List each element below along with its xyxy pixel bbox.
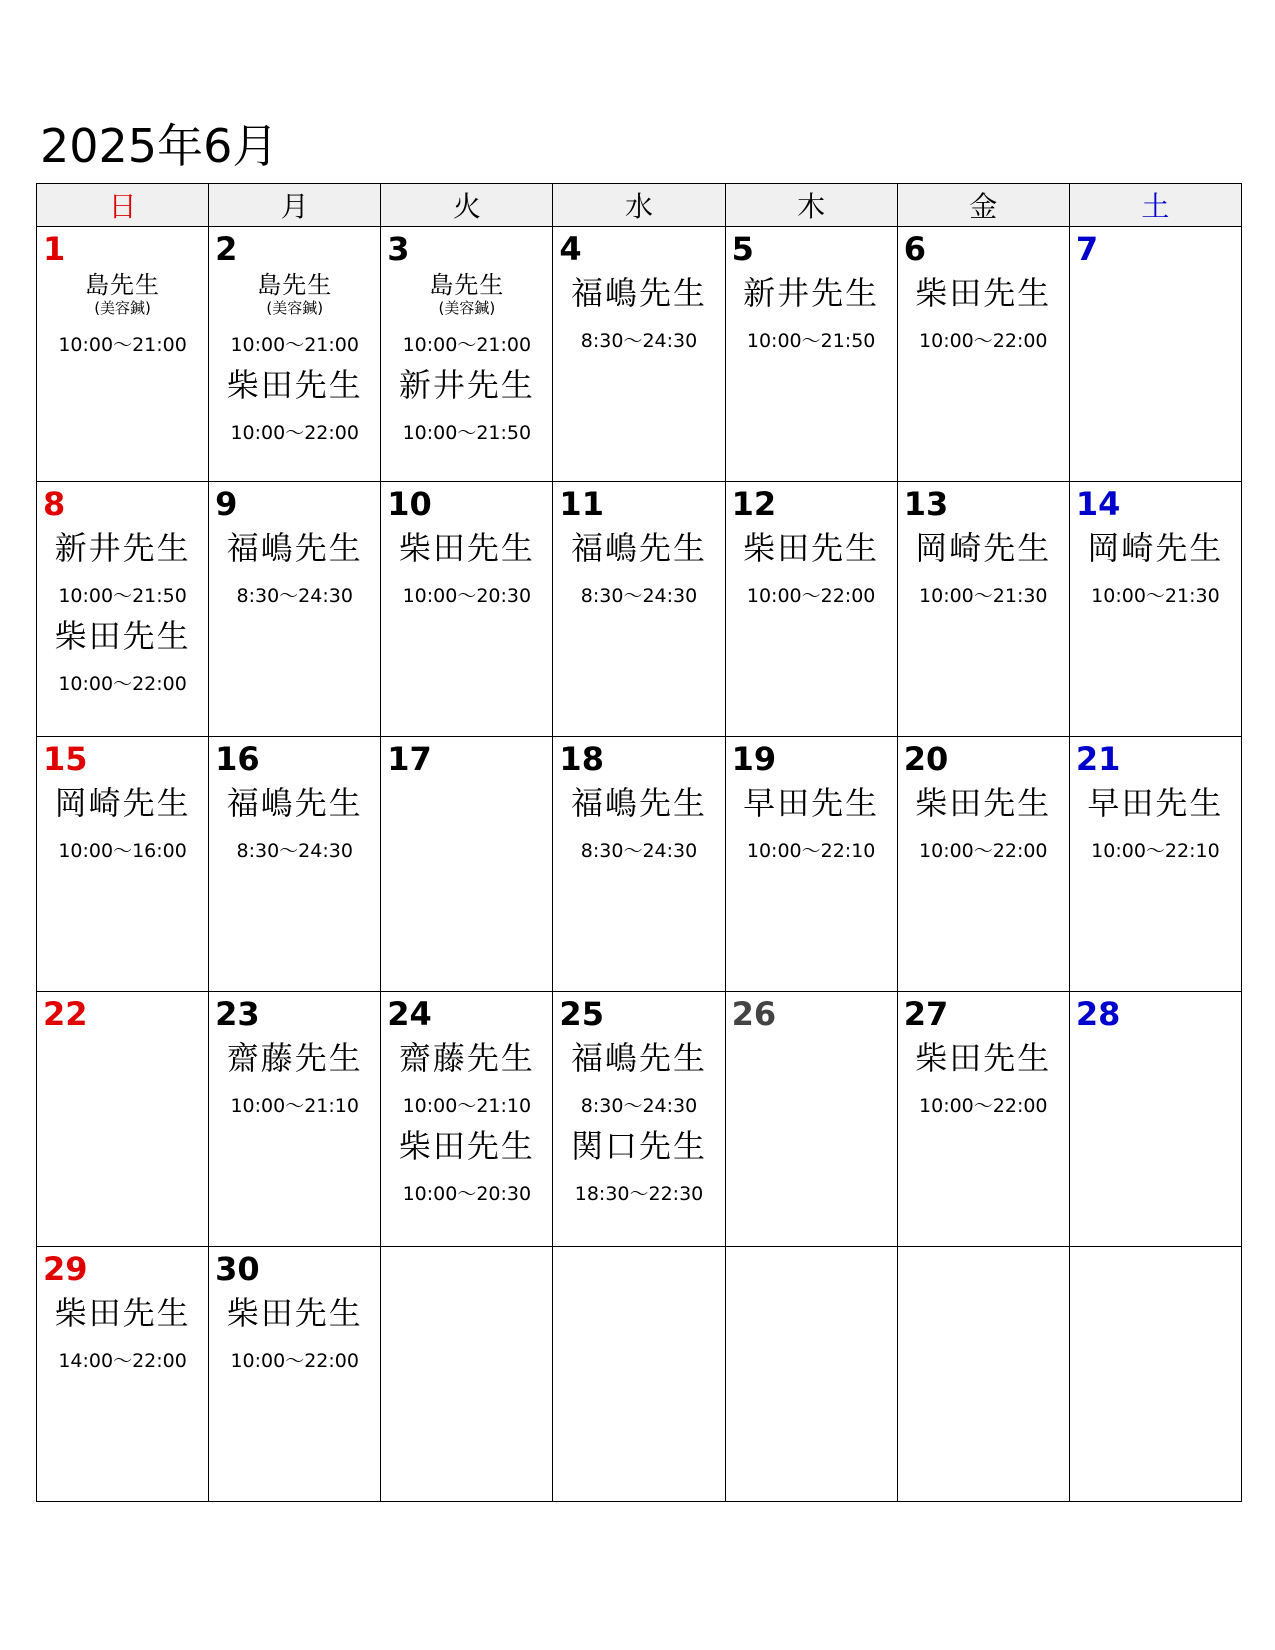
shift-entry	[553, 1036, 724, 1118]
shift-time: 10:00〜21:10	[402, 1095, 532, 1117]
shift-time: 10:00〜20:30	[402, 1183, 532, 1205]
practitioner-name: 島先生	[429, 271, 505, 299]
shift-time: 8:30〜24:30	[580, 1095, 698, 1117]
day-cell	[37, 992, 209, 1247]
practitioner-name: 柴田先生	[915, 784, 1052, 822]
day-number: 11	[559, 485, 604, 523]
day-number: 26	[731, 995, 777, 1033]
shift-time: 10:00〜21:00	[230, 334, 359, 356]
day-number: 17	[387, 740, 432, 778]
day-cell	[209, 737, 381, 992]
shift-entry	[1070, 781, 1241, 863]
shift-entry	[209, 526, 380, 608]
shift-entry	[553, 1124, 724, 1206]
day-cell	[381, 482, 553, 737]
day-cell	[37, 482, 209, 737]
weekday-header: 金	[897, 184, 1069, 227]
day-number: 7	[1075, 230, 1099, 268]
day-cell	[37, 1247, 209, 1502]
practitioner-name: 柴田先生	[54, 617, 191, 655]
day-number: 13	[903, 485, 949, 523]
day-cell	[553, 227, 725, 482]
practitioner-name: 福嶋先生	[570, 529, 707, 567]
shift-list	[898, 781, 1069, 869]
day-cell	[725, 737, 897, 992]
calendar-grid	[36, 183, 1242, 1502]
day-cell	[381, 737, 553, 992]
day-cell	[725, 482, 897, 737]
shift-time: 8:30〜24:30	[236, 585, 353, 607]
day-number: 1	[43, 230, 66, 268]
shift-entry	[209, 363, 380, 445]
practitioner-name: 柴田先生	[398, 1127, 535, 1165]
shift-entry	[726, 781, 897, 863]
shift-entry	[381, 271, 552, 357]
day-cell	[37, 227, 209, 482]
shift-list	[898, 526, 1069, 614]
shift-list	[898, 1036, 1069, 1124]
practitioner-name: 柴田先生	[398, 529, 535, 567]
shift-time: 10:00〜22:10	[746, 840, 876, 862]
practitioner-name: 島先生	[85, 271, 161, 299]
shift-time: 10:00〜22:00	[230, 422, 359, 444]
day-cell	[381, 992, 553, 1247]
shift-entry	[381, 526, 552, 608]
day-cell	[725, 227, 897, 482]
day-cell	[1069, 737, 1241, 992]
shift-entry	[898, 781, 1069, 863]
practitioner-name: 早田先生	[743, 784, 880, 822]
day-cell	[553, 1247, 725, 1502]
practitioner-name: 新井先生	[54, 529, 191, 567]
day-number: 6	[903, 230, 926, 268]
day-number: 16	[215, 740, 260, 778]
day-number: 9	[215, 485, 238, 523]
shift-list	[209, 1036, 380, 1124]
shift-list	[553, 1036, 724, 1212]
day-number: 28	[1075, 995, 1121, 1033]
shift-entry	[553, 781, 724, 863]
day-number: 2	[215, 230, 238, 268]
shift-list	[209, 781, 380, 869]
shift-time: 8:30〜24:30	[580, 840, 698, 862]
week-row	[37, 227, 1242, 482]
shift-list	[726, 526, 897, 614]
day-cell	[725, 1247, 897, 1502]
shift-time: 10:00〜16:00	[58, 840, 187, 862]
day-number: 22	[43, 995, 88, 1033]
service-note: (美容鍼)	[94, 299, 151, 317]
shift-entry	[209, 781, 380, 863]
day-cell	[1069, 482, 1241, 737]
day-number: 4	[559, 230, 582, 268]
weekday-header: 木	[725, 184, 897, 227]
week-row	[37, 992, 1242, 1247]
weekday-header-row	[37, 184, 1242, 227]
shift-entry	[553, 271, 724, 353]
day-cell	[209, 992, 381, 1247]
shift-time: 8:30〜24:30	[236, 840, 353, 862]
shift-list	[1070, 781, 1241, 869]
shift-entry	[209, 1291, 380, 1373]
calendar-title: 2025年6月	[40, 119, 279, 173]
shift-entry	[726, 271, 897, 353]
shift-entry	[37, 271, 208, 357]
practitioner-name: 岡崎先生	[54, 784, 191, 822]
day-number: 5	[731, 230, 754, 268]
day-cell	[381, 227, 553, 482]
day-number: 29	[43, 1250, 88, 1288]
shift-entry	[37, 526, 208, 608]
shift-time: 10:00〜21:00	[402, 334, 532, 356]
day-cell	[209, 482, 381, 737]
week-row	[37, 482, 1242, 737]
shift-time: 10:00〜22:00	[230, 1350, 359, 1372]
practitioner-name: 福嶋先生	[570, 784, 707, 822]
week-row	[37, 1247, 1242, 1502]
shift-entry	[553, 526, 724, 608]
day-cell	[37, 737, 209, 992]
day-cell	[897, 482, 1069, 737]
weekday-header: 月	[209, 184, 381, 227]
day-number: 21	[1075, 740, 1121, 778]
shift-list	[553, 781, 724, 869]
practitioner-name: 柴田先生	[54, 1294, 191, 1332]
shift-entry	[898, 271, 1069, 353]
shift-time: 10:00〜21:00	[58, 334, 187, 356]
shift-list	[37, 781, 208, 869]
day-cell	[897, 992, 1069, 1247]
day-number: 23	[215, 995, 260, 1033]
practitioner-name: 柴田先生	[226, 1294, 363, 1332]
shift-list	[209, 1291, 380, 1379]
day-cell	[897, 737, 1069, 992]
shift-entry	[898, 526, 1069, 608]
shift-time: 10:00〜22:00	[919, 330, 1048, 352]
shift-entry	[1070, 526, 1241, 608]
day-number: 10	[387, 485, 432, 523]
practitioner-name: 島先生	[257, 271, 333, 299]
day-number: 24	[387, 995, 432, 1033]
day-cell	[209, 1247, 381, 1502]
practitioner-name: 早田先生	[1087, 784, 1224, 822]
shift-list	[381, 271, 552, 451]
practitioner-name: 福嶋先生	[570, 1039, 707, 1077]
shift-time: 10:00〜22:00	[58, 673, 187, 695]
practitioner-name: 新井先生	[398, 366, 535, 404]
shift-time: 10:00〜21:50	[402, 422, 532, 444]
service-note: (美容鍼)	[438, 299, 496, 317]
day-cell	[1069, 992, 1241, 1247]
shift-entry	[209, 1036, 380, 1118]
shift-time: 10:00〜21:30	[1091, 585, 1220, 607]
shift-time: 10:00〜20:30	[402, 585, 532, 607]
shift-time: 8:30〜24:30	[580, 585, 698, 607]
day-number: 27	[903, 995, 949, 1033]
day-number: 25	[559, 995, 604, 1033]
practitioner-name: 福嶋先生	[570, 274, 707, 312]
day-cell	[1069, 227, 1241, 482]
day-number: 30	[215, 1250, 260, 1288]
practitioner-name: 柴田先生	[743, 529, 880, 567]
weekday-header: 火	[381, 184, 553, 227]
shift-entry	[898, 1036, 1069, 1118]
day-number: 3	[387, 230, 410, 268]
day-cell	[897, 1247, 1069, 1502]
shift-entry	[209, 271, 380, 357]
day-cell	[553, 992, 725, 1247]
shift-list	[37, 1291, 208, 1379]
day-number: 20	[903, 740, 949, 778]
day-number: 15	[43, 740, 88, 778]
shift-list	[209, 526, 380, 614]
day-number: 8	[43, 485, 66, 523]
shift-entry	[381, 1036, 552, 1118]
shift-list	[381, 1036, 552, 1212]
shift-entry	[37, 1291, 208, 1373]
shift-list	[1070, 526, 1241, 614]
practitioner-name: 柴田先生	[915, 1039, 1052, 1077]
practitioner-name: 齋藤先生	[226, 1039, 363, 1077]
shift-time: 10:00〜21:10	[230, 1095, 359, 1117]
practitioner-name: 岡崎先生	[1087, 529, 1224, 567]
shift-list	[209, 271, 380, 451]
day-number: 19	[731, 740, 777, 778]
day-cell	[725, 992, 897, 1247]
shift-list	[37, 271, 208, 363]
shift-entry	[381, 1124, 552, 1206]
day-cell	[553, 482, 725, 737]
weekday-header: 土	[1069, 184, 1241, 227]
practitioner-name: 柴田先生	[226, 366, 363, 404]
practitioner-name: 岡崎先生	[915, 529, 1052, 567]
shift-entry	[726, 526, 897, 608]
practitioner-name: 福嶋先生	[226, 529, 363, 567]
service-note: (美容鍼)	[266, 299, 324, 317]
shift-time: 10:00〜22:10	[1091, 840, 1220, 862]
weekday-header: 日	[37, 184, 209, 227]
day-cell	[897, 227, 1069, 482]
practitioner-name: 齋藤先生	[398, 1039, 535, 1077]
shift-time: 10:00〜22:00	[746, 585, 876, 607]
shift-time: 18:30〜22:30	[574, 1183, 704, 1205]
day-cell	[209, 227, 381, 482]
day-number: 18	[559, 740, 604, 778]
shift-time: 10:00〜21:30	[919, 585, 1048, 607]
shift-list	[553, 526, 724, 614]
weekday-header: 水	[553, 184, 725, 227]
shift-list	[37, 526, 208, 702]
shift-entry	[381, 363, 552, 445]
practitioner-name: 柴田先生	[915, 274, 1052, 312]
day-cell	[1069, 1247, 1241, 1502]
day-cell	[553, 737, 725, 992]
shift-entry	[37, 781, 208, 863]
shift-list	[381, 526, 552, 614]
shift-time: 10:00〜22:00	[919, 840, 1048, 862]
day-cell	[381, 1247, 553, 1502]
shift-time: 10:00〜22:00	[919, 1095, 1048, 1117]
shift-list	[553, 271, 724, 359]
shift-time: 8:30〜24:30	[580, 330, 698, 352]
shift-entry	[37, 614, 208, 696]
shift-time: 10:00〜21:50	[58, 585, 187, 607]
shift-list	[726, 271, 897, 359]
practitioner-name: 新井先生	[743, 274, 880, 312]
shift-list	[726, 781, 897, 869]
week-row	[37, 737, 1242, 992]
shift-list	[898, 271, 1069, 359]
shift-time: 14:00〜22:00	[58, 1350, 187, 1372]
practitioner-name: 関口先生	[570, 1127, 707, 1165]
shift-time: 10:00〜21:50	[746, 330, 876, 352]
day-number: 14	[1075, 485, 1121, 523]
day-number: 12	[731, 485, 777, 523]
practitioner-name: 福嶋先生	[226, 784, 363, 822]
